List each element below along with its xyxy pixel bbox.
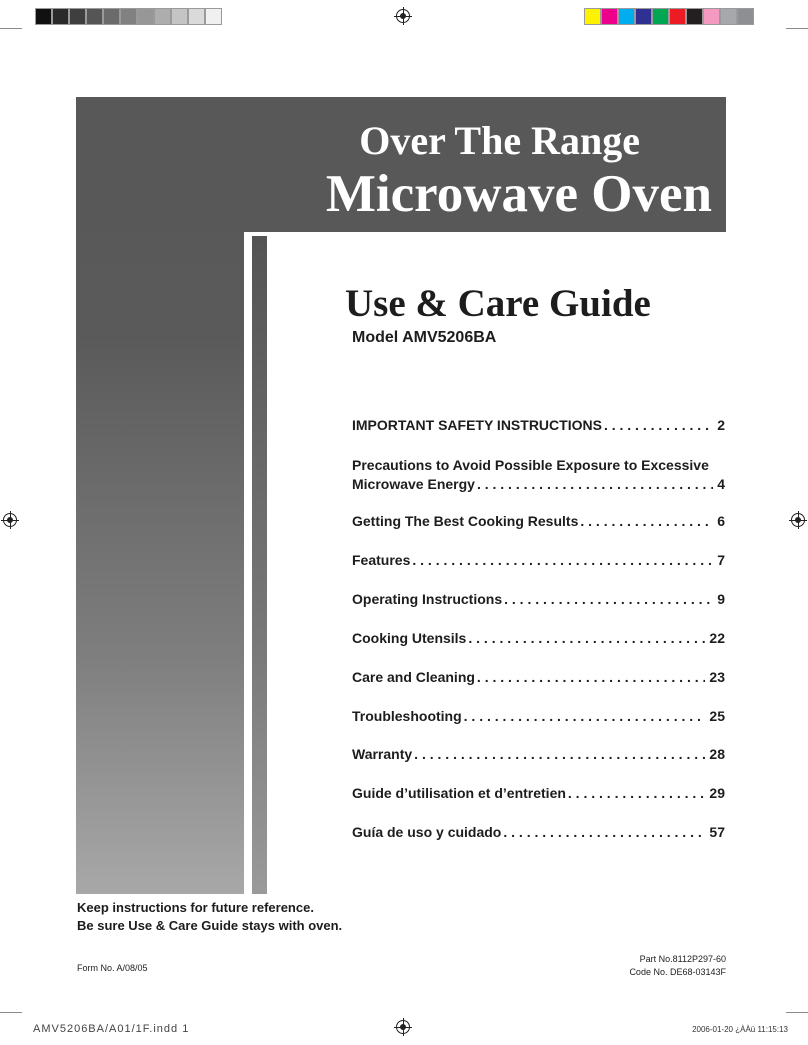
toc-label: Getting The Best Cooking Results	[352, 513, 579, 529]
toc-label: Warranty	[352, 746, 413, 762]
toc-leader	[412, 551, 713, 570]
toc-page: 23	[709, 669, 725, 685]
toc-page: 57	[709, 824, 725, 840]
registration-crosshair-icon	[3, 513, 17, 527]
toc-leader	[568, 784, 706, 803]
form-number: Form No. A/08/05	[77, 963, 148, 973]
toc-page: 4	[717, 476, 725, 492]
crop-mark	[0, 1012, 22, 1013]
color-swatch	[601, 8, 618, 25]
toc-entry-utensils[interactable]	[352, 629, 725, 648]
toc-leader	[604, 416, 713, 435]
toc-entry-features[interactable]	[352, 551, 725, 570]
color-swatch	[737, 8, 754, 25]
gray-swatch	[188, 8, 205, 25]
gray-swatch	[171, 8, 188, 25]
toc-entry-precautions[interactable]	[352, 456, 725, 494]
part-code-block	[629, 953, 726, 979]
toc-page: 2	[717, 417, 725, 433]
toc-entry-warranty[interactable]	[352, 745, 725, 764]
crop-mark	[0, 28, 22, 29]
registration-crosshair-icon	[396, 9, 410, 23]
gray-swatch	[69, 8, 86, 25]
toc-leader	[503, 823, 705, 842]
toc-leader	[477, 668, 706, 687]
color-swatch	[584, 8, 601, 25]
color-swatch	[720, 8, 737, 25]
color-swatch	[618, 8, 635, 25]
registration-crosshair-icon	[396, 1020, 410, 1034]
decorative-vertical-bar	[252, 236, 267, 894]
toc-leader	[477, 475, 713, 494]
toc-label: IMPORTANT SAFETY INSTRUCTIONS	[352, 417, 602, 433]
code-number: Code No. DE68-03143F	[629, 967, 726, 977]
gray-swatch	[86, 8, 103, 25]
color-swatch	[635, 8, 652, 25]
toc-entry-spanish-guide[interactable]	[352, 823, 725, 842]
crop-mark	[786, 1012, 808, 1013]
toc-label: Troubleshooting	[352, 708, 462, 724]
toc-label: Operating Instructions	[352, 591, 503, 607]
gray-swatch	[52, 8, 69, 25]
gray-swatch	[35, 8, 52, 25]
gray-swatch	[103, 8, 120, 25]
gray-swatch	[137, 8, 154, 25]
grayscale-color-bar	[35, 8, 222, 25]
print-slug-filename: AMV5206BA/A01/1F.indd 1	[33, 1023, 190, 1035]
registration-crosshair-icon	[791, 513, 805, 527]
color-swatch	[703, 8, 720, 25]
gray-swatch	[120, 8, 137, 25]
toc-label: Guide d’utilisation et d’entretien	[352, 785, 566, 801]
color-swatch	[669, 8, 686, 25]
toc-label: Care and Cleaning	[352, 669, 475, 685]
cover-title-line2: Microwave Oven	[325, 165, 712, 223]
toc-leader	[414, 745, 705, 764]
toc-page: 6	[717, 513, 725, 529]
gray-swatch	[205, 8, 222, 25]
keep-note-line1: Keep instructions for future reference.	[77, 900, 314, 915]
toc-entry-safety[interactable]	[352, 416, 725, 435]
toc-label: Features	[352, 552, 411, 568]
toc-page: 28	[709, 746, 725, 762]
toc-label: Microwave Energy	[352, 476, 475, 492]
toc-leader	[504, 590, 713, 609]
crop-mark	[786, 28, 808, 29]
toc-label: Guía de uso y cuidado	[352, 824, 502, 840]
toc-page: 22	[709, 630, 725, 646]
toc-entry-care-cleaning[interactable]	[352, 668, 725, 687]
process-color-bar	[584, 8, 754, 25]
gray-swatch	[154, 8, 171, 25]
cover-title-line1: Over The Range	[359, 118, 640, 163]
toc-label: Cooking Utensils	[352, 630, 467, 646]
toc-leader	[464, 707, 706, 726]
toc-leader	[580, 512, 713, 531]
toc-entry-operating[interactable]	[352, 590, 725, 609]
toc-page: 25	[709, 708, 725, 724]
toc-leader	[468, 629, 705, 648]
toc-page: 7	[717, 552, 725, 568]
print-slug-timestamp: 2006-01-20 ¿ÀÀü 11:15:13	[692, 1025, 788, 1034]
color-swatch	[686, 8, 703, 25]
keep-instructions-note	[77, 899, 342, 935]
toc-entry-cooking-results[interactable]	[352, 512, 725, 531]
toc-label-line1: Precautions to Avoid Possible Exposure to Excessive	[352, 457, 709, 473]
keep-note-line2: Be sure Use & Care Guide stays with oven.	[77, 918, 343, 933]
part-number: Part No.8112P297-60	[639, 954, 726, 964]
model-number: Model AMV5206BA	[352, 329, 497, 346]
toc-entry-troubleshooting[interactable]	[352, 707, 725, 726]
color-swatch	[652, 8, 669, 25]
toc-page: 29	[709, 785, 725, 801]
toc-page: 9	[717, 591, 725, 607]
toc-entry-french-guide[interactable]	[352, 784, 725, 803]
guide-title: Use & Care Guide	[345, 282, 651, 325]
